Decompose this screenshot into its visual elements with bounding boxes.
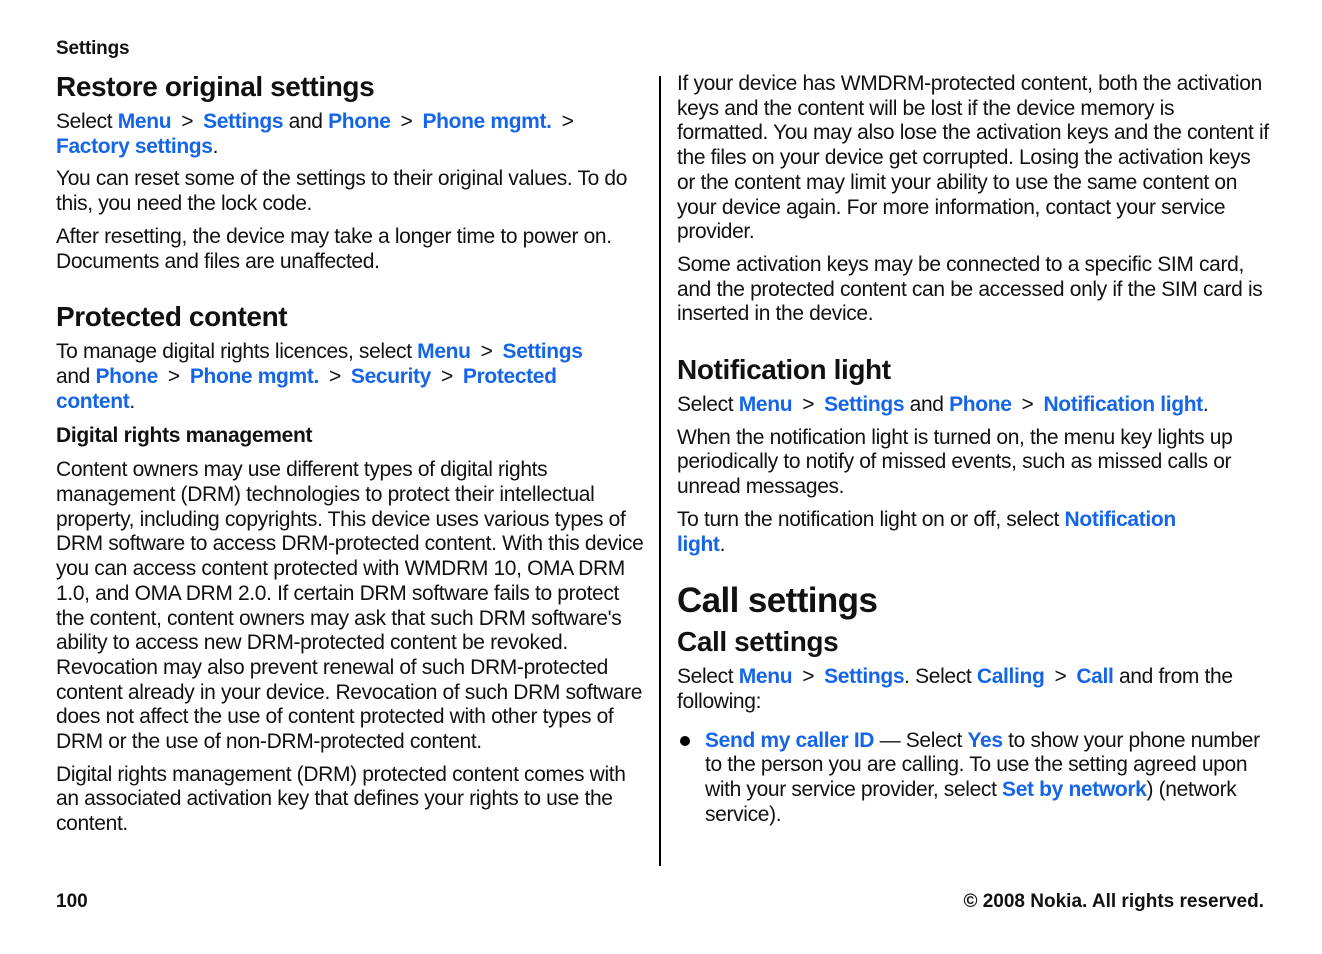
link-notification-light-setting-cont[interactable]: light — [677, 532, 720, 556]
link-settings[interactable]: Settings — [203, 110, 284, 133]
call-options-list — [677, 729, 1269, 828]
protected-heading: Protected content — [56, 301, 288, 333]
copyright: © 2008 Nokia. All rights reserved. — [963, 891, 1264, 912]
list-item: Send my caller ID — Select Yes to show your phone number to the person you are calling. To use the setting agreed upon with your service provider, select Set by network) (network service). — [677, 729, 1269, 828]
call-settings-heading: Call settings — [677, 626, 839, 658]
restore-paragraph-1: You can reset some of the settings to their original values. To do this, you need the lock code. — [56, 167, 628, 216]
chapter-title: Call settings — [677, 581, 878, 621]
link-call[interactable]: Call — [1076, 665, 1114, 689]
link-menu[interactable]: Menu — [738, 665, 793, 689]
page-number: 100 — [56, 891, 88, 912]
call-settings-path: Select Menu > Settings. Select Calling > Call and from the following: — [677, 665, 1233, 713]
drm-subheading: Digital rights management — [56, 424, 313, 448]
drm-paragraph-1: Content owners may use different types of digital rights management (DRM) technologies to protect their intellectual property, including copyrights. This device uses various types of DRM software to access DRM-protected content. With this device you can access content protected with WMDRM 10, OMA DRM 1.0, and OMA DRM 2.0. If certain DRM software fails to protect the content, content owners may ask that such DRM software's ability to access new DRM-protected content be revoked. Revocation may also prevent renewal of such DRM-protected content already in your device. Revocation of such DRM software does not affect the use of content protected with other types of DRM or the use of non-DRM-protected content. — [56, 458, 644, 754]
notification-heading: Notification light — [677, 354, 891, 386]
restore-path: Select Menu > Settings and Phone > Phone mgmt. > Factory settings. — [56, 110, 574, 158]
link-factory-settings[interactable]: Factory settings — [56, 134, 213, 158]
right-column — [677, 72, 1269, 827]
link-phone[interactable]: Phone — [95, 364, 158, 388]
left-column — [56, 70, 648, 845]
notification-path: Select Menu > Settings and Phone > Notification light. — [677, 393, 1209, 417]
link-phone-mgmt[interactable]: Phone mgmt. — [189, 364, 319, 388]
link-security[interactable]: Security — [350, 364, 431, 388]
link-menu[interactable]: Menu — [117, 110, 172, 133]
link-settings[interactable]: Settings — [824, 393, 905, 417]
restore-heading: Restore original settings — [56, 71, 375, 102]
protected-path: To manage digital rights licences, select Menu > Settings and Phone > Phone mgmt. > Security > Protected content. — [56, 340, 583, 413]
drm-paragraph-4: Some activation keys may be connected to a specific SIM card, and the protected content can be accessed only if the SIM card is inserted in the device. — [677, 252, 1263, 326]
link-notification-light-setting[interactable]: Notification — [1064, 507, 1176, 531]
drm-paragraph-2: Digital rights management (DRM) protected content comes with an associated activation key that defines your rights to use the content. — [56, 762, 626, 836]
link-phone[interactable]: Phone — [949, 393, 1012, 417]
link-settings[interactable]: Settings — [502, 340, 583, 364]
link-menu[interactable]: Menu — [417, 340, 471, 364]
link-protected-content-cont[interactable]: content — [56, 389, 130, 413]
link-protected-content[interactable]: Protected — [462, 364, 557, 388]
link-settings[interactable]: Settings — [824, 665, 905, 689]
link-phone[interactable]: Phone — [328, 110, 391, 133]
column-divider — [659, 76, 661, 866]
link-calling[interactable]: Calling — [976, 665, 1045, 689]
link-send-caller-id[interactable]: Send my caller ID — [705, 728, 875, 752]
link-yes[interactable]: Yes — [967, 728, 1003, 752]
link-menu[interactable]: Menu — [738, 393, 793, 417]
notification-paragraph-2: To turn the notification light on or off, select Notification light. — [677, 507, 1176, 556]
notification-paragraph-1: When the notification light is turned on, the menu key lights up periodically to notify of missed events, such as missed calls or unread messages. — [677, 425, 1233, 499]
link-phone-mgmt[interactable]: Phone mgmt. — [422, 110, 552, 133]
restore-paragraph-2: After resetting, the device may take a longer time to power on. Documents and files are unaffected. — [56, 224, 612, 273]
running-head: Settings — [56, 38, 130, 59]
drm-paragraph-3: If your device has WMDRM-protected content, both the activation keys and the content will be lost if the device memory is formatted. You may also lose the activation keys and the content if the files on your device get corrupted. Losing the activation keys or the content may limit your ability to use the same content on your device again. For more information, contact your service provider. — [677, 72, 1269, 244]
link-set-by-network[interactable]: Set by network — [1002, 778, 1147, 802]
link-notification-light[interactable]: Notification light — [1043, 393, 1203, 417]
